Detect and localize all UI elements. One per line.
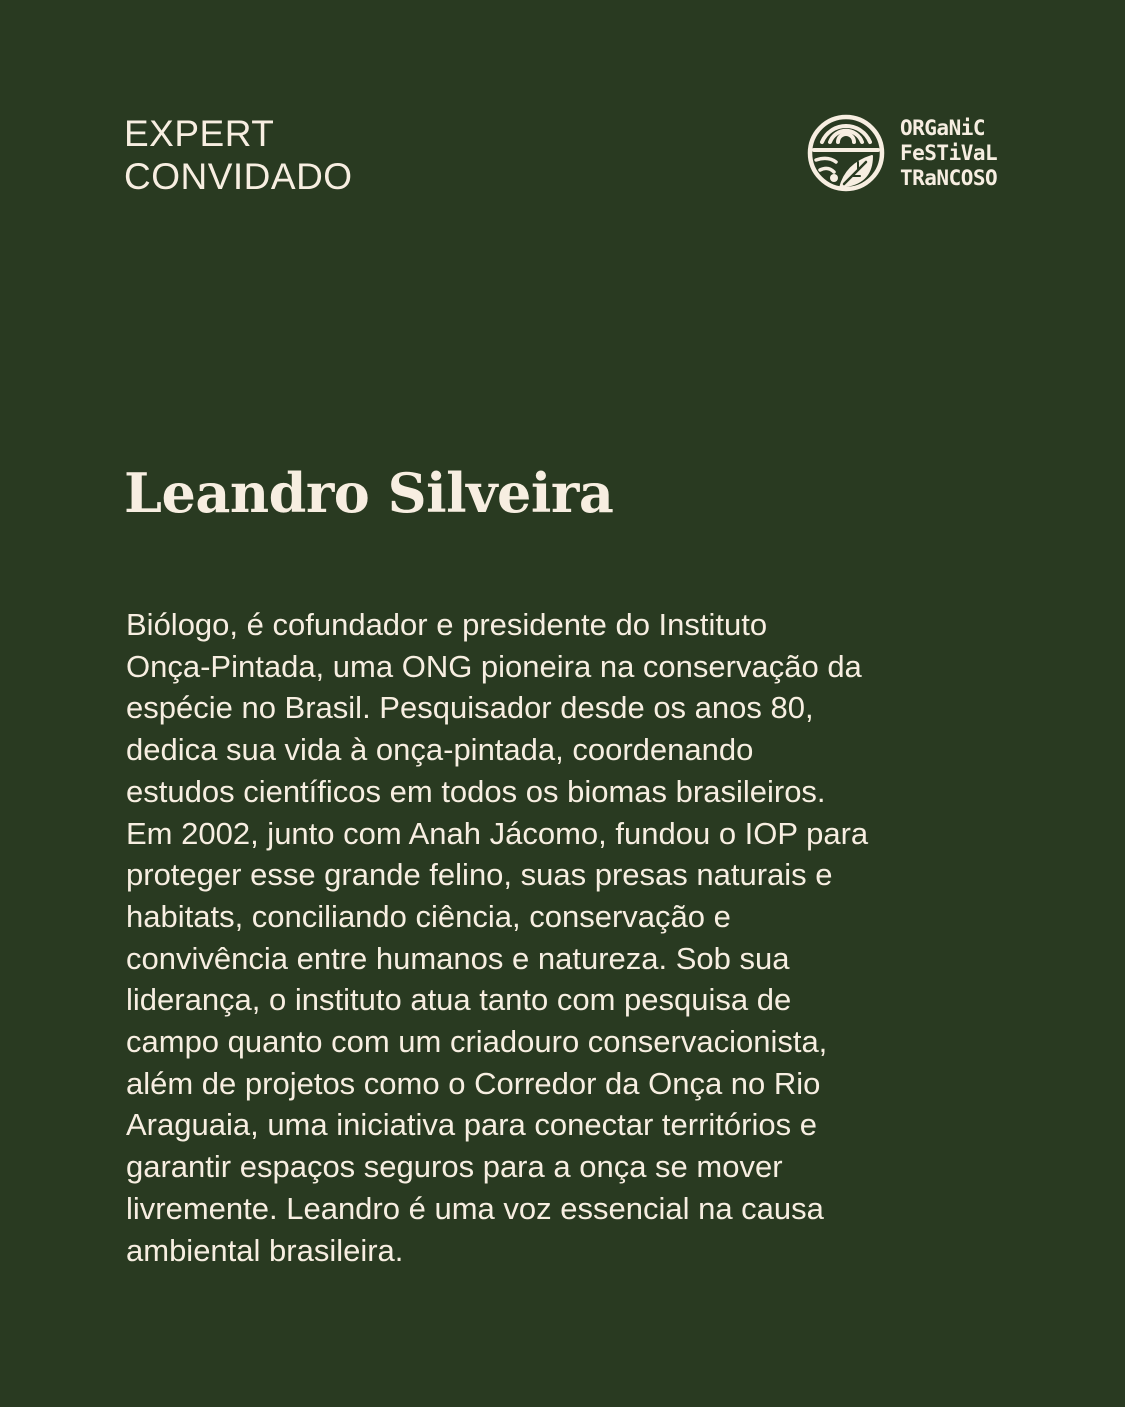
bio-line: garantir espaços seguros para a onça se mover bbox=[126, 1149, 783, 1185]
bio-line: espécie no Brasil. Pesquisador desde os anos 80, bbox=[126, 690, 814, 726]
bio-line: livremente. Leandro é uma voz essencial na causa bbox=[126, 1190, 824, 1226]
logo-line-3: TRaNCOSO bbox=[900, 165, 998, 190]
speaker-name: Leandro Silveira bbox=[124, 461, 614, 525]
bio-line: Araguaia, uma iniciativa para conectar territórios e bbox=[126, 1107, 817, 1143]
eyebrow-label bbox=[124, 112, 353, 198]
bio-line: ambiental brasileira. bbox=[126, 1232, 404, 1268]
bio-line: convivência entre humanos e natureza. Sob sua bbox=[126, 940, 790, 976]
festival-logo bbox=[806, 112, 1006, 194]
eyebrow-line-1: EXPERT bbox=[124, 113, 275, 154]
speaker-bio bbox=[126, 604, 976, 1271]
logo-wordmark bbox=[900, 116, 997, 191]
bio-line: Em 2002, junto com Anah Jácomo, fundou o IOP para bbox=[126, 815, 869, 851]
bio-line: estudos científicos em todos os biomas brasileiros. bbox=[126, 773, 826, 809]
bio-line: dedica sua vida à onça-pintada, coordenando bbox=[126, 732, 754, 768]
bio-line: habitats, conciliando ciência, conservação e bbox=[126, 898, 731, 934]
bio-line: liderança, o instituto atua tanto com pesquisa de bbox=[126, 982, 792, 1018]
eyebrow-line-2: CONVIDADO bbox=[124, 156, 353, 197]
logo-line-2: FeSTiVaL bbox=[900, 140, 998, 165]
organic-festival-emblem-icon bbox=[806, 112, 886, 194]
bio-line: Biólogo, é cofundador e presidente do Instituto bbox=[126, 607, 768, 642]
bio-line: Onça-Pintada, uma ONG pioneira na conservação da bbox=[126, 648, 862, 684]
bio-line: além de projetos como o Corredor da Onça no Rio bbox=[126, 1065, 821, 1101]
logo-line-1: ORGaNiC bbox=[900, 115, 986, 140]
bio-line: proteger esse grande felino, suas presas naturais e bbox=[126, 857, 833, 893]
bio-line: campo quanto com um criadouro conservacionista, bbox=[126, 1024, 828, 1060]
